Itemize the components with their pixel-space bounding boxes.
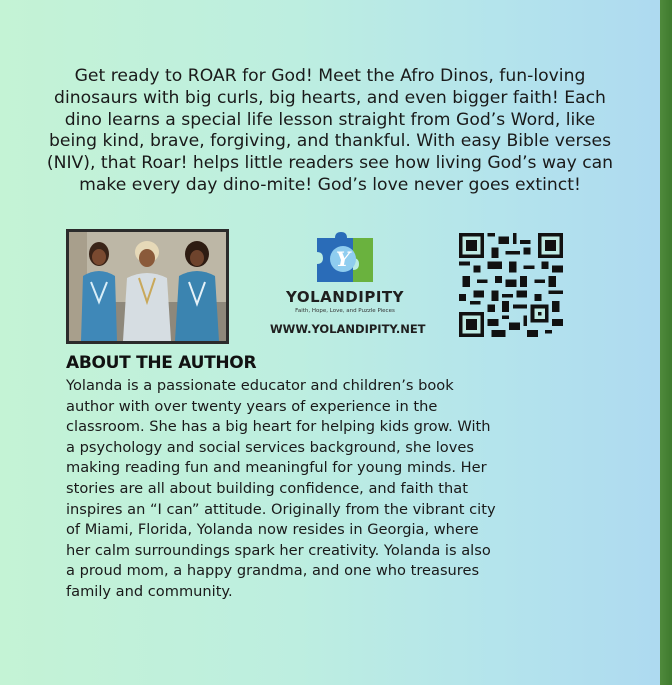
author-photo xyxy=(66,229,229,344)
yolandipity-logo xyxy=(270,230,426,342)
book-blurb: Get ready to ROAR for God! Meet the Afro Dinos, fun-loving dinosaurs with big curls, big hearts, and even bigger faith! Each dino learns a special life lesson straight from God’s Word, like being kind, brave, forgiving, and thankful. With easy Bible verses (NIV), that Roar! helps little readers see how living God’s way can make every day dino-mite! God’s love never goes extinct! xyxy=(46,66,614,195)
logo-name: YOLANDIPITY xyxy=(286,288,404,306)
logo-letter: Y xyxy=(335,247,351,271)
author-photo-illustration xyxy=(69,232,226,341)
logo-tagline: Faith, Hope, Love, and Puzzle Pieces xyxy=(295,308,395,314)
about-author-heading: ABOUT THE AUTHOR xyxy=(66,353,257,373)
author-bio: Yolanda is a passionate educator and children’s book author with over twenty years of experience in the classroom. She has a big heart for helping kids grow. With a psychology and social services background, she loves making reading fun and meaningful for young minds. Her stories are all about building confidence, and faith that inspires an “I can” attitude. Originally from the vibrant city of Miami, Florida, Yolanda now resides in Georgia, where her calm surroundings spark her creativity. Yolanda is also a proud mom, a happy grandma, and one who treasures family and community. xyxy=(66,377,496,600)
puzzle-logo-icon xyxy=(313,230,377,286)
book-spine-edge xyxy=(660,0,672,685)
website-url: WWW.YOLANDIPITY.NET xyxy=(270,322,426,336)
qr-code xyxy=(459,233,563,337)
